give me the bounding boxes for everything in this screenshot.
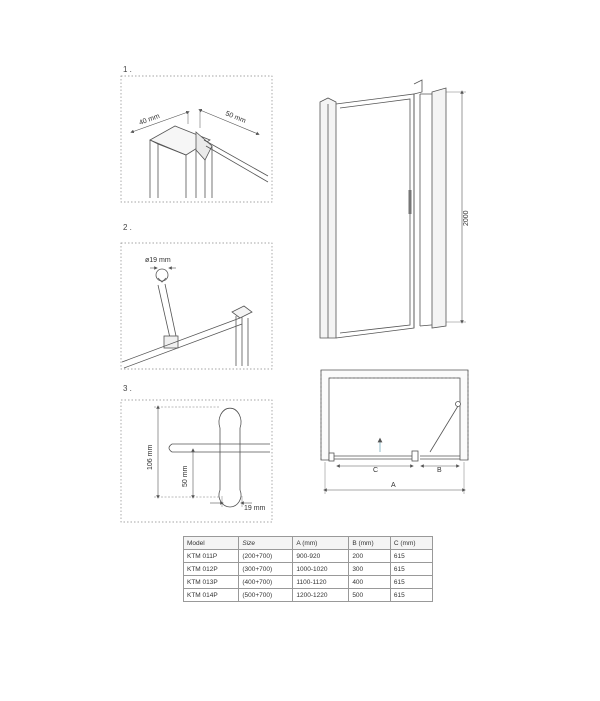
detail-1-dim-b: 50 mm	[224, 110, 247, 125]
panel-label-2: 2 .	[123, 223, 132, 232]
table-cell: KTM 013P	[184, 576, 239, 589]
table-cell: 615	[390, 589, 432, 602]
table-cell: 400	[349, 576, 391, 589]
table-cell: 1000-1020	[293, 563, 349, 576]
table-cell: 1100-1120	[293, 576, 349, 589]
detail-2-dim: ø19 mm	[145, 257, 171, 264]
table-header-cell: B (mm)	[349, 537, 391, 550]
detail-3-handle-drawing	[154, 407, 270, 507]
table-cell: 615	[390, 550, 432, 563]
detail-3-box	[121, 400, 272, 522]
detail-1-dim-a: 40 mm	[138, 112, 161, 127]
table-cell: (200+700)	[239, 550, 293, 563]
table-header-cell: Model	[184, 537, 239, 550]
table-cell: KTM 012P	[184, 563, 239, 576]
table-cell: 615	[390, 563, 432, 576]
table-cell: 615	[390, 576, 432, 589]
plan-label-b: B	[437, 467, 442, 474]
plan-view-drawing	[321, 370, 468, 494]
table-cell: (500+700)	[239, 589, 293, 602]
table-cell: KTM 014P	[184, 589, 239, 602]
table-cell: 300	[349, 563, 391, 576]
table-cell: (300+700)	[239, 563, 293, 576]
table-cell: (400+700)	[239, 576, 293, 589]
table-cell: 500	[349, 589, 391, 602]
plan-label-a: A	[391, 482, 396, 489]
table-row	[184, 589, 433, 602]
table-cell: 200	[349, 550, 391, 563]
table-cell: 900-920	[293, 550, 349, 563]
detail-1-profile-drawing	[132, 110, 268, 198]
elevation-height: 2000	[463, 210, 470, 226]
table-row	[184, 550, 433, 563]
detail-3-dim-width: 19 mm	[244, 505, 266, 512]
plan-label-c: C	[373, 467, 379, 474]
detail-3-dim-center: 50 mm	[182, 465, 189, 487]
table-header-cell: C (mm)	[390, 537, 432, 550]
table-cell: 1200-1220	[293, 589, 349, 602]
detail-3-dim-height: 106 mm	[147, 444, 154, 470]
panel-label-1: 1 .	[123, 65, 132, 74]
panel-label-3: 3 .	[123, 384, 132, 393]
table-header-cell: Size	[239, 537, 293, 550]
detail-2-stabilizer-drawing	[122, 268, 252, 368]
door-elevation-drawing	[320, 80, 466, 338]
specification-table	[183, 536, 433, 602]
table-header-row	[184, 537, 433, 550]
detail-2-box	[121, 243, 272, 369]
table-row	[184, 576, 433, 589]
table-row	[184, 563, 433, 576]
table-cell: KTM 011P	[184, 550, 239, 563]
table-header-cell: A (mm)	[293, 537, 349, 550]
